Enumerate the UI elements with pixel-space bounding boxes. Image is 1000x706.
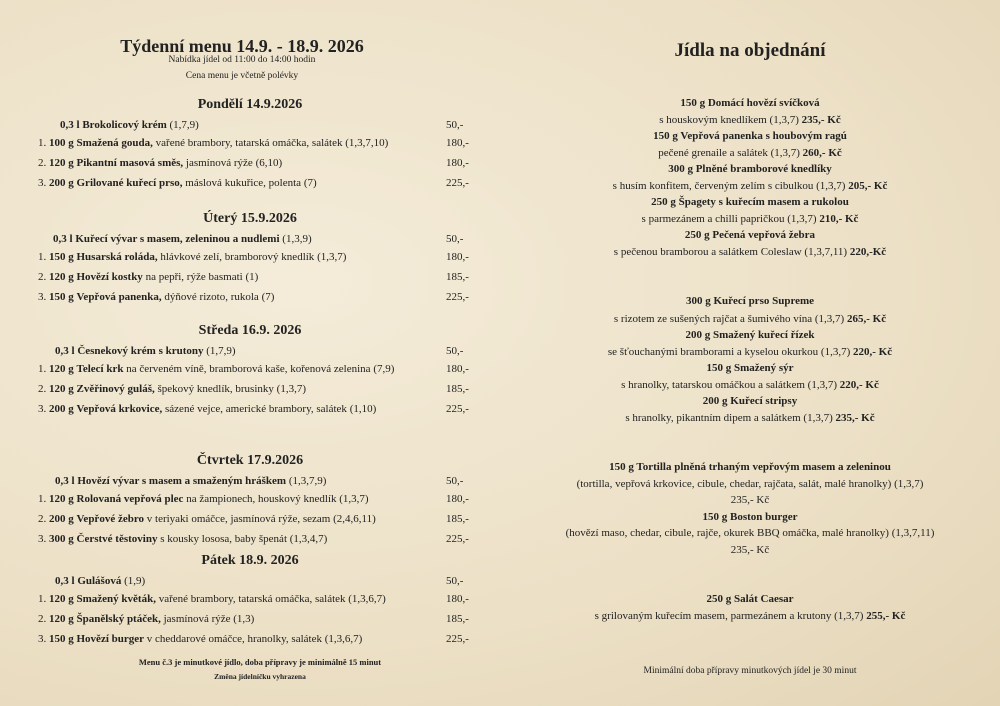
footnote-minute-meal: Menu č.3 je minutkové jídlo, doba přípravy je minimálně 15 minut — [138, 657, 382, 667]
minimum-prep-note: Minimální doba přípravy minutkových jídel je 30 minut — [643, 666, 857, 676]
menu-item-price: 180,- — [446, 137, 469, 149]
soup-item — [55, 345, 236, 357]
menu-item-number: 1. — [38, 363, 47, 375]
dish-name — [500, 593, 1000, 605]
menu-item-price: 225,- — [446, 177, 469, 189]
menu-item-description: s kousky lososa, baby špenát — [160, 533, 287, 545]
menu-item-allergens: (7,9) — [373, 363, 395, 375]
soup-item — [60, 119, 199, 131]
dish-detail-text: s grilovaným kuřecím masem, parmezánem a krutony (1,3,7) — [594, 610, 864, 622]
menu-item-number: 3. — [38, 291, 47, 303]
menu-item-price: 50,- — [446, 119, 464, 131]
menu-item-allergens: (1,9) — [124, 575, 146, 587]
dish-title-text: 200 g Kuřecí stripsy — [702, 395, 798, 407]
menu-item-name: Kuřecí vývar s masem, zeleninou a nudlemi — [75, 233, 280, 245]
menu-item-number: 2. — [38, 271, 47, 283]
menu-item-name: Česnekový krém s krutony — [77, 345, 204, 357]
menu-item-name: Zvěřinový guláš, — [76, 383, 155, 395]
menu-item-number: 1. — [38, 593, 47, 605]
menu-item-number: 2. — [38, 383, 47, 395]
menu-item-price: 185,- — [446, 383, 469, 395]
footnote-changes: Změna jídelníčku vyhrazena — [214, 672, 306, 681]
menu-item-quantity: 120 g — [49, 271, 74, 283]
dish-title-text: 300 g Plněné bramborové knedlíky — [668, 163, 832, 175]
dish-price: 265,- Kč — [846, 313, 887, 325]
menu-item-number: 1. — [38, 493, 47, 505]
menu-item-price: 50,- — [446, 345, 464, 357]
menu-item-price: 225,- — [446, 403, 469, 415]
menu-item-allergens: (1,3,6,7) — [348, 593, 386, 605]
menu-item-description: špekový knedlík, brusinky — [157, 383, 274, 395]
menu-item-name: Vepřové žebro — [76, 513, 145, 525]
menu-item-allergens: (6,10) — [255, 157, 283, 169]
menu-item-number: 3. — [38, 533, 47, 545]
day-heading: Úterý 15.9.2026 — [203, 211, 297, 226]
dish-price: 210,- Kč — [819, 213, 859, 225]
menu-item-price: 180,- — [446, 251, 469, 263]
menu-item-price: 50,- — [446, 233, 464, 245]
menu-item-quantity: 120 g — [49, 493, 74, 505]
dish-name — [500, 97, 1000, 109]
menu-item-name: Hovězí vývar s masem a smaženým hráškem — [77, 475, 287, 487]
menu-item-quantity: 200 g — [49, 403, 74, 415]
menu-item-price: 180,- — [446, 363, 469, 375]
menu-item-description: jasmínová rýže — [163, 613, 231, 625]
menu-item-allergens: (7) — [303, 177, 317, 189]
dish-title-text: 200 g Smažený kuřecí řízek — [685, 329, 815, 341]
menu-item-quantity: 0,3 l — [53, 233, 73, 245]
menu-item-allergens: (1,3) — [233, 613, 255, 625]
dish-description — [500, 180, 1000, 192]
menu-item-number: 3. — [38, 177, 47, 189]
menu-item-description: sázené vejce, americké brambory, salátek — [165, 403, 347, 415]
menu-item-quantity: 120 g — [49, 613, 74, 625]
menu-item-price: 225,- — [446, 633, 469, 645]
menu-item-name: Brokolicový krém — [82, 119, 167, 131]
dish-title-text: 300 g Kuřecí prso Supreme — [685, 295, 815, 307]
menu-item — [38, 613, 254, 625]
menu-item-price: 50,- — [446, 575, 464, 587]
dish-price: 260,- Kč — [802, 147, 842, 159]
menu-item-quantity: 300 g — [49, 533, 74, 545]
dish-name — [500, 295, 1000, 307]
menu-item-quantity: 120 g — [49, 157, 74, 169]
menu-item-name: Hovězí burger — [76, 633, 145, 645]
dish-description — [500, 213, 1000, 225]
menu-item-name: Vepřová krkovice, — [76, 403, 163, 415]
dish-name — [500, 130, 1000, 142]
menu-item-price: 180,- — [446, 493, 469, 505]
soup-item — [55, 575, 145, 587]
menu-item-allergens: (1,3,9) — [282, 233, 312, 245]
dish-description — [500, 544, 1000, 556]
dish-description — [500, 494, 1000, 506]
dish-description — [500, 412, 1000, 424]
price-note: Cena menu je včetně polévky — [185, 71, 299, 81]
soup-item — [55, 475, 326, 487]
weekly-menu-title: Týdenní menu 14.9. - 18.9. 2026 — [120, 36, 364, 56]
dish-price: 255,- Kč — [866, 610, 906, 622]
dish-price: 205,- Kč — [848, 180, 888, 192]
dish-detail-text: pečené grenaile a salátek (1,3,7) — [658, 147, 800, 159]
dish-name — [500, 461, 1000, 473]
dish-detail-text: 235,- Kč — [730, 544, 770, 556]
menu-item-allergens: (1,10) — [349, 403, 377, 415]
menu-item-description: jasmínová rýže — [185, 157, 253, 169]
menu-item-name: Pikantní masová směs, — [76, 157, 184, 169]
menu-item-allergens: (2,4,6,11) — [333, 513, 376, 525]
menu-item-price: 225,- — [446, 291, 469, 303]
menu-item-description: na žampionech, houskový knedlík — [186, 493, 337, 505]
dish-title-text: 250 g Pečená vepřová žebra — [684, 229, 816, 241]
menu-item-price: 225,- — [446, 533, 469, 545]
dish-name — [500, 511, 1000, 523]
dish-title-text: 150 g Smažený sýr — [706, 362, 794, 374]
menu-item-quantity: 120 g — [49, 363, 74, 375]
dish-detail-text: s pečenou bramborou a salátkem Coleslaw (1,3,7,11) — [613, 246, 848, 258]
dish-detail-text: 235,- Kč — [730, 494, 770, 506]
menu-item-name: Smažená gouda, — [76, 137, 153, 149]
menu-item-name: Hovězí kostky — [76, 271, 143, 283]
menu-item — [38, 403, 376, 415]
menu-item — [38, 633, 362, 645]
menu-item-allergens: (1,3,4,7) — [289, 533, 328, 545]
dish-title-text: 150 g Domácí hovězí svíčková — [680, 97, 820, 109]
menu-item-allergens: (1,7,9) — [206, 345, 236, 357]
soup-item — [53, 233, 312, 245]
menu-item-number: 3. — [38, 633, 47, 645]
menu-item-number: 2. — [38, 613, 47, 625]
dish-description — [500, 346, 1000, 358]
day-heading: Pátek 18.9. 2026 — [201, 553, 299, 568]
dish-description — [500, 114, 1000, 126]
menu-item-price: 180,- — [446, 593, 469, 605]
dish-price: 235,- Kč — [801, 114, 841, 126]
menu-item — [38, 177, 317, 189]
dish-description — [500, 379, 1000, 391]
dish-detail-text: s houskovým knedlíkem (1,3,7) — [659, 114, 799, 126]
day-heading: Čtvrtek 17.9.2026 — [196, 453, 304, 468]
dish-detail-text: (hovězí maso, chedar, cibule, rajče, okurek BBQ omáčka, malé hranolky) (1,3,7,11) — [565, 527, 935, 539]
dish-name — [500, 329, 1000, 341]
menu-item-price: 180,- — [446, 157, 469, 169]
dish-name — [500, 196, 1000, 208]
dish-title-text: 150 g Boston burger — [702, 511, 798, 523]
menu-item — [38, 363, 394, 375]
menu-item — [38, 251, 346, 263]
menu-item-quantity: 200 g — [49, 513, 74, 525]
menu-item-allergens: (1,3,6,7) — [324, 633, 363, 645]
day-heading: Středa 16.9. 2026 — [198, 323, 302, 338]
menu-item-allergens: (1,3,7) — [317, 251, 347, 263]
menu-item — [38, 383, 306, 395]
menu-item-quantity: 100 g — [49, 137, 74, 149]
dish-price: 220,- Kč — [853, 346, 893, 358]
menu-item-description: v cheddarové omáčce, hranolky, salátek — [146, 633, 322, 645]
menu-item-name: Husarská roláda, — [76, 251, 158, 263]
menu-item-name: Telecí krk — [76, 363, 124, 375]
dish-detail-text: se šťouchanými bramborami a kyselou okurkou (1,3,7) — [607, 346, 851, 358]
menu-item-quantity: 0,3 l — [55, 345, 75, 357]
menu-item-name: Rolovaná vepřová plec — [76, 493, 184, 505]
menu-item-number: 1. — [38, 137, 47, 149]
dish-description — [500, 147, 1000, 159]
dish-detail-text: (tortilla, vepřová krkovice, cibule, chedar, rajčata, salát, malé hranolky) (1,3,7) — [576, 478, 924, 490]
dish-description — [500, 478, 1000, 490]
menu-item-description: na červeném víně, bramborová kaše, kořenová zelenina — [126, 363, 371, 375]
dish-title-text: 250 g Salát Caesar — [706, 593, 794, 605]
menu-item — [38, 513, 376, 525]
menu-item-name: Grilované kuřecí prso, — [76, 177, 183, 189]
menu-item — [38, 137, 388, 149]
menu-item-allergens: (1,3,7) — [276, 383, 306, 395]
menu-item-quantity: 120 g — [49, 383, 74, 395]
dish-name — [500, 229, 1000, 241]
menu-item-quantity: 150 g — [49, 251, 74, 263]
menu-item-name: Španělský ptáček, — [76, 613, 161, 625]
dish-title-text: 150 g Tortilla plněná trhaným vepřovým masem a zeleninou — [609, 461, 891, 473]
menu-item-name: Čerstvé těstoviny — [76, 533, 158, 545]
dish-detail-text: s husím konfitem, červeným zelím s cibulkou (1,3,7) — [612, 180, 846, 192]
dish-description — [500, 246, 1000, 258]
menu-item-name: Smažený květák, — [76, 593, 156, 605]
dish-price: 220,- Kč — [839, 379, 879, 391]
menu-item-description: vařené brambory, tatarská omáčka, salátek — [155, 137, 343, 149]
menu-item — [38, 593, 386, 605]
menu-item-number: 3. — [38, 403, 47, 415]
dish-name — [500, 362, 1000, 374]
menu-item-allergens: (7) — [261, 291, 275, 303]
dish-name — [500, 395, 1000, 407]
menu-item-allergens: (1,7,9) — [169, 119, 199, 131]
menu-item-quantity: 200 g — [49, 177, 74, 189]
menu-item-name: Gulášová — [77, 575, 122, 587]
dish-price: 235,- Kč — [835, 412, 875, 424]
day-heading: Pondělí 14.9.2026 — [197, 97, 303, 112]
dish-detail-text: s hranolky, tatarskou omáčkou a salátkem (1,3,7) — [621, 379, 837, 391]
menu-item-number: 2. — [38, 157, 47, 169]
menu-item-quantity: 0,3 l — [55, 575, 75, 587]
menu-item-description: dýňové rizoto, rukola — [164, 291, 259, 303]
dish-price: 220,-Kč — [849, 246, 887, 258]
menu-item-name: Vepřová panenka, — [76, 291, 162, 303]
dish-name — [500, 163, 1000, 175]
dish-detail-text: s parmezánem a chilli papričkou (1,3,7) — [641, 213, 817, 225]
menu-item — [38, 157, 282, 169]
menu-item-allergens: (1) — [245, 271, 259, 283]
menu-item — [38, 291, 274, 303]
menu-item-price: 50,- — [446, 475, 464, 487]
menu-item-allergens: (1,3,7,9) — [288, 475, 327, 487]
menu-item-quantity: 120 g — [49, 593, 74, 605]
dish-description — [500, 610, 1000, 622]
menu-item-description: hlávkové zelí, bramborový knedlík — [160, 251, 315, 263]
menu-item-price: 185,- — [446, 613, 469, 625]
dish-title-text: 250 g Špagety s kuřecím masem a rukolou — [651, 196, 849, 208]
menu-item-quantity: 150 g — [49, 633, 74, 645]
menu-item-description: na pepři, rýže basmati — [145, 271, 243, 283]
dish-description — [500, 527, 1000, 539]
menu-item — [38, 493, 369, 505]
menu-item-number: 1. — [38, 251, 47, 263]
menu-item-price: 185,- — [446, 513, 469, 525]
menu-item — [38, 533, 327, 545]
menu-item-allergens: (1,3,7,10) — [345, 137, 389, 149]
menu-item-number: 2. — [38, 513, 47, 525]
menu-item-quantity: 0,3 l — [60, 119, 80, 131]
menu-item-description: máslová kukuřice, polenta — [185, 177, 302, 189]
a-la-carte-title: Jídla na objednání — [674, 40, 826, 61]
menu-item-description: vařené brambory, tatarská omáčka, salátek — [158, 593, 346, 605]
menu-item — [38, 271, 258, 283]
dish-title-text: 150 g Vepřová panenka s houbovým ragú — [653, 130, 847, 142]
dish-description — [500, 313, 1000, 325]
menu-item-quantity: 150 g — [49, 291, 74, 303]
dish-detail-text: s rizotem ze sušených rajčat a šumivého vína (1,3,7) — [613, 313, 845, 325]
serving-hours: Nabídka jídel od 11:00 do 14:00 hodin — [168, 55, 316, 65]
menu-item-allergens: (1,3,7) — [339, 493, 369, 505]
dish-detail-text: s hranolky, pikantním dipem a salátkem (1,3,7) — [625, 412, 833, 424]
menu-item-quantity: 0,3 l — [55, 475, 75, 487]
menu-item-description: v teriyaki omáčce, jasmínová rýže, sezam — [146, 513, 331, 525]
menu-item-price: 185,- — [446, 271, 469, 283]
